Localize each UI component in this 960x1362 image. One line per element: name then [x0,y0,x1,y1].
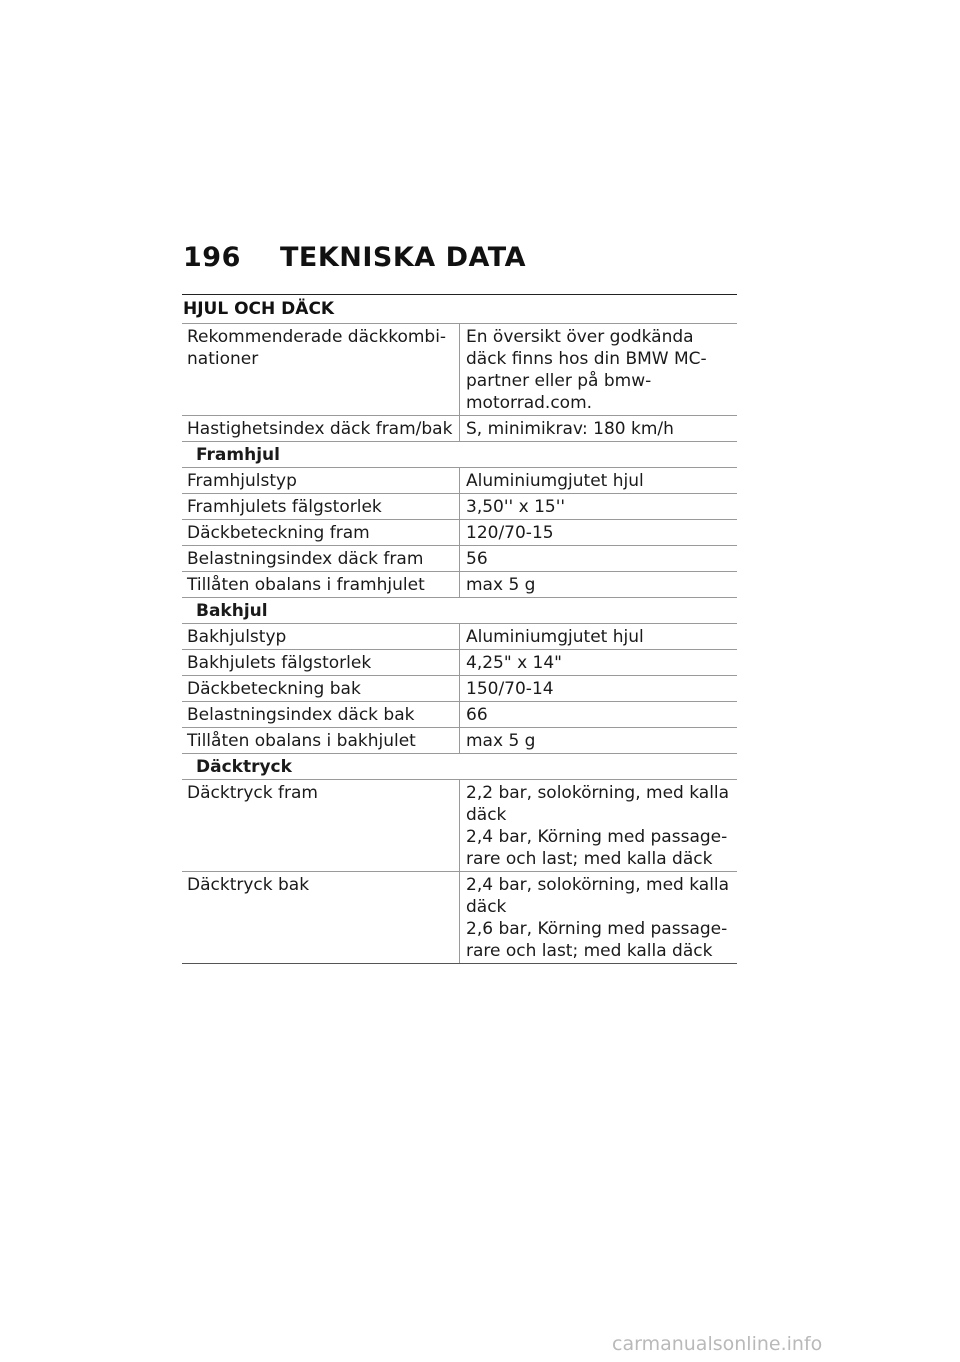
subheader-front-wheel [182,442,737,468]
table-row [182,872,737,964]
spec-label: Belastningsindex däck bak [182,702,460,728]
subheader-rear-wheel [182,598,737,624]
subheader-label: Framhjul [182,442,737,468]
spec-value: Aluminiumgjutet hjul [460,624,738,650]
table-row [182,572,737,598]
subheader-label: Däcktryck [182,754,737,780]
spec-label: Däckbeteckning fram [182,520,460,546]
table-row [182,324,737,416]
table-row [182,468,737,494]
table-row [182,546,737,572]
spec-label: Bakhjulstyp [182,624,460,650]
watermark: carmanualsonline.info [612,1333,823,1355]
spec-value: 56 [460,546,738,572]
pressure-loaded: 2,6 bar, Körning med passage- rare och last; med kalla däck [466,919,728,961]
spec-label: Framhjulstyp [182,468,460,494]
table-row [182,416,737,442]
chapter-title: TEKNISKA DATA [280,242,527,273]
spec-value: 150/70-14 [460,676,738,702]
wheels-tires-section [182,294,737,964]
spec-label: Tillåten obalans i framhjulet [182,572,460,598]
pressure-solo: 2,2 bar, solokörning, med kalla däck [466,783,730,825]
table-row [182,624,737,650]
table-row [182,650,737,676]
spec-value: Aluminiumgjutet hjul [460,468,738,494]
spec-value: 4,25" x 14" [460,650,738,676]
spec-label: Framhjulets fälgstorlek [182,494,460,520]
spec-value [460,780,738,872]
spec-label: Hastighetsindex däck fram/bak [182,416,460,442]
table-row [182,780,737,872]
subheader-label: Bakhjul [182,598,737,624]
table-row [182,702,737,728]
spec-value [460,872,738,964]
spec-label: Bakhjulets fälgstorlek [182,650,460,676]
pressure-loaded: 2,4 bar, Körning med passage- rare och last; med kalla däck [466,827,728,869]
pressure-solo: 2,4 bar, solokörning, med kalla däck [466,875,730,917]
spec-table [182,323,737,964]
table-row [182,728,737,754]
table-row [182,520,737,546]
spec-label: Belastningsindex däck fram [182,546,460,572]
spec-label: Däcktryck fram [182,780,460,872]
table-row [182,494,737,520]
spec-value: max 5 g [460,728,738,754]
spec-value: max 5 g [460,572,738,598]
spec-label: Tillåten obalans i bakhjulet [182,728,460,754]
spec-value: S, minimikrav: 180 km/h [460,416,738,442]
page-header [183,242,526,273]
spec-value: 66 [460,702,738,728]
section-title: HJUL OCH DÄCK [182,294,737,323]
page-number: 196 [183,242,241,273]
spec-label: Däckbeteckning bak [182,676,460,702]
table-row [182,676,737,702]
spec-value: 120/70-15 [460,520,738,546]
spec-value: 3,50'' x 15'' [460,494,738,520]
spec-label: Rekommenderade däckkombi- nationer [182,324,460,416]
spec-label: Däcktryck bak [182,872,460,964]
spec-value: En översikt över godkända däck finns hos din BMW MC- partner eller på bmw- motorrad.com. [460,324,738,416]
subheader-tire-pressure [182,754,737,780]
